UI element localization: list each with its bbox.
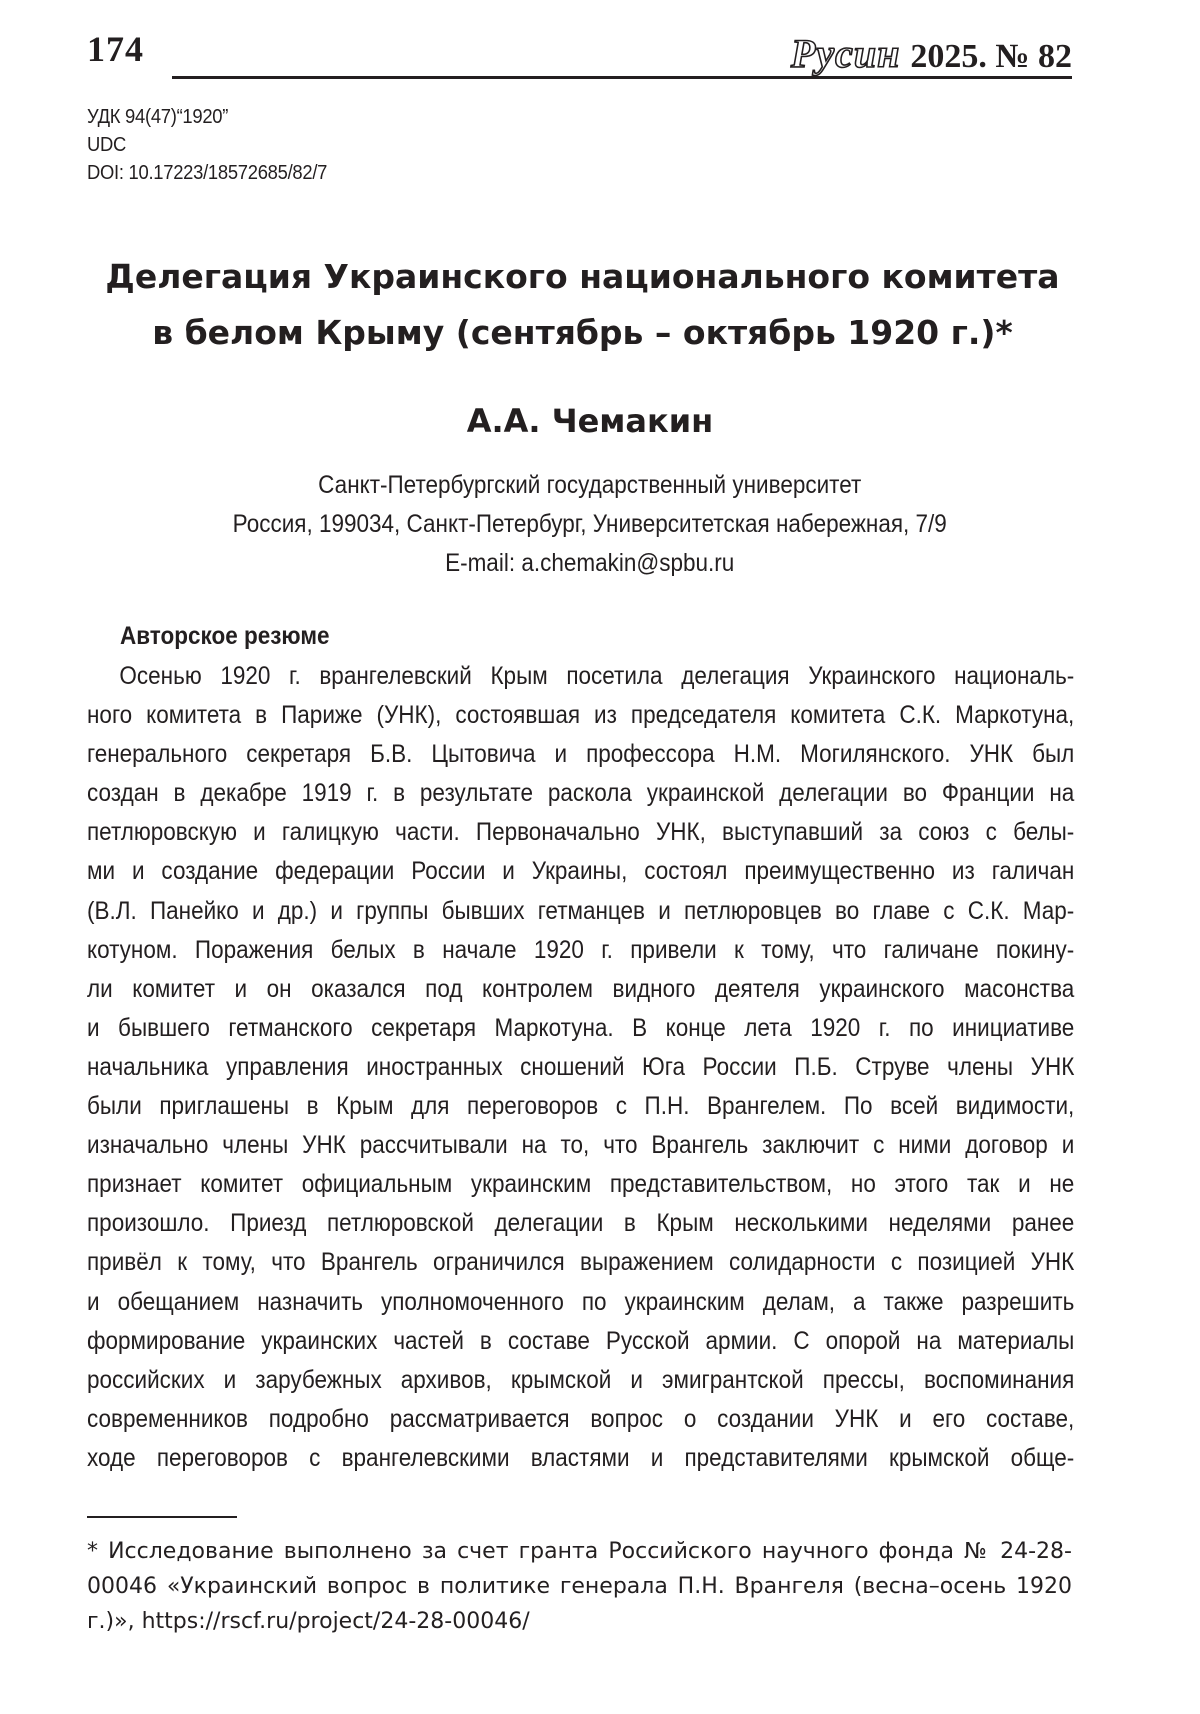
footnote (87, 1534, 1072, 1639)
abstract-line: изначально члены УНК рассчитывали на то, что Врангель заключит с ними договор и (87, 1131, 1075, 1160)
article-identifiers (87, 103, 327, 187)
author-name: А.А. Чемакин (466, 402, 714, 440)
author-email: E-mail: a.chemakin@spbu.ru (445, 549, 735, 577)
abstract-line: ного комитета в Париже (УНК), состоявшая из председателя комитета С.К. Маркотуна, (87, 701, 1075, 730)
udk-code: УДК 94(47)“1920” (87, 106, 229, 128)
running-header (87, 22, 1072, 78)
abstract-line: привёл к тому, что Врангель ограничился выражением солидарности с позицией УНК (87, 1248, 1075, 1277)
footnote-line: 00046 «Украинский вопрос в политике генерала П.Н. Врангеля (весна–осень 1920 (87, 1574, 1072, 1599)
abstract-line: современников подробно рассматривается вопрос о создании УНК и его составе, (87, 1404, 1075, 1433)
abstract-line: петлюровскую и галицкую части. Первоначально УНК, выступавший за союз с белы- (87, 818, 1075, 847)
header-rule (172, 76, 1072, 79)
doi: DOI: 10.17223/18572685/82/7 (87, 162, 328, 184)
footnote-line: г.)», https://rscf.ru/project/24-28-00046/ (87, 1609, 530, 1634)
journal-name: Русин (790, 31, 901, 76)
abstract-body (87, 657, 1074, 1478)
journal-title-block (791, 30, 1072, 77)
author-affiliation (0, 466, 1180, 583)
abstract-line: ли комитет и он оказался под контролем видного деятеля украинского масонства (87, 974, 1075, 1003)
abstract-line: ми и создание федерации России и Украины, состоял преимущественно из галичан (87, 857, 1075, 886)
article-title (60, 249, 1105, 361)
page-number: 174 (87, 29, 144, 69)
abstract-line: и обещанием назначить уполномоченного по украинским делам, а также разрешить (87, 1287, 1075, 1316)
footnote-rule (87, 1516, 237, 1518)
abstract-line: Осенью 1920 г. врангелевский Крым посетила делегация Украинского националь- (119, 662, 1075, 690)
journal-issue: 2025. № 82 (910, 38, 1072, 75)
abstract-line: генерального секретаря Б.В. Цытовича и профессора Н.М. Могилянского. УНК был (87, 740, 1075, 769)
article-title-line: в белом Крыму (сентябрь – октябрь 1920 г.)* (152, 313, 1013, 352)
affiliation-address: Россия, 199034, Санкт-Петербург, Университетская набережная, 7/9 (232, 510, 948, 538)
abstract-line: ходе переговоров с врангелевскими властями и представителями крымской обще- (87, 1443, 1075, 1472)
abstract-line: произошло. Приезд петлюровской делегации в Крым несколькими неделями ранее (87, 1209, 1075, 1238)
abstract-heading: Авторское резюме (120, 622, 330, 650)
abstract-line: признает комитет официальным украинским представительством, но этого так и не (87, 1170, 1075, 1199)
abstract-line: (В.Л. Панейко и др.) и группы бывших гетманцев и петлюровцев во главе с С.К. Мар- (87, 896, 1075, 925)
article-title-line: Делегация Украинского национального комитета (105, 257, 1060, 296)
abstract-line: создан в декабре 1919 г. в результате раскола украинской делегации во Франции на (87, 779, 1075, 808)
abstract-line: формирование украинских частей в составе Русской армии. С опорой на материалы (87, 1326, 1075, 1355)
footnote-line: * Исследование выполнено за счет гранта Российского научного фонда № 24-28- (87, 1539, 1072, 1564)
abstract-line: российских и зарубежных архивов, крымской и эмигрантской прессы, воспоминания (87, 1365, 1075, 1394)
abstract-line: и бывшего гетманского секретаря Маркотуна. В конце лета 1920 г. по инициативе (87, 1013, 1075, 1042)
abstract-line: начальника управления иностранных сношений Юга России П.Б. Струве члены УНК (87, 1052, 1075, 1081)
abstract-line: были приглашены в Крым для переговоров с П.Н. Врангелем. По всей видимости, (87, 1092, 1075, 1121)
affiliation-institution: Санкт-Петербургский государственный университет (318, 471, 862, 499)
udc-code: UDC (87, 134, 127, 156)
abstract-line: котуном. Поражения белых в начале 1920 г. привели к тому, что галичане покину- (87, 935, 1075, 964)
